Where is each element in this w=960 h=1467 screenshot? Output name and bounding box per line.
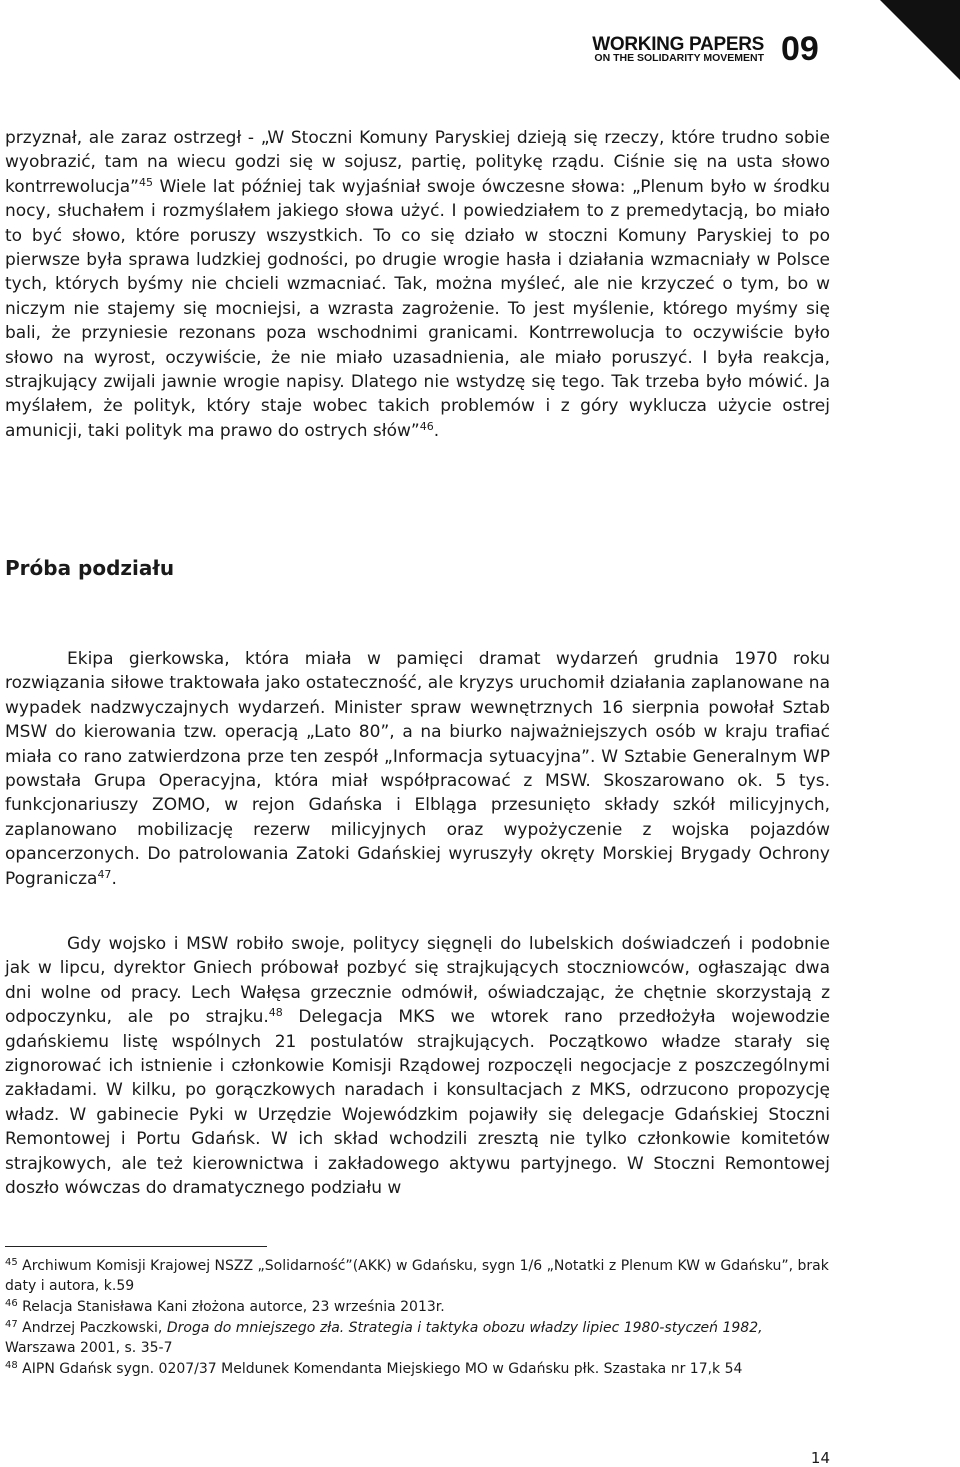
paragraph-preparations: Ekipa gierkowska, która miała w pamięci dramat wydarzeń grudnia 1970 roku rozwiązania siłowe traktowała jako ostateczność, ale kryzys uruchomił działania zaplanowane na wypadek nadzwyczajnych wydarzeń. Minister spraw wewnętrznych 16 sierpnia powołał Sztab MSW do kierowania tzw. operacją „Lato 80”, a na biurko najważniejszych osób w kraju trafiać miała co rano zatwierdzona prze ten zespół „Informacja sytuacyjna”. W Sztabie Generalnym WP powstała Grupa Operacyjna, która miał współpracować z MSW. Skoszarowano ok. 5 tys. funkcjonariuszy ZOMO, w rejon Gdańska i Elbląga przesunięto składy szkół milicyjnych, zaplanowano mobilizację rezerw milicyjnych oraz wypożyczenie z wojska pojazdów opancerzonych. Do patrolowania Zatoki Gdańskiej wyruszyły okręty Morskiej Brygady Ochrony Pogranicza$^{47}$. [5, 649, 830, 889]
footnote-45: $^{45}$ Archiwum Komisji Krajowej NSZZ „Solidarność”(AKK) w Gdańsku, sygn 1/6 „Notatki z Plenum KW w Gdańsku”, brak daty i autora, k.59 [5, 1257, 829, 1294]
footnote-46: $^{46}$ Relacja Stanisława Kani złożona autorce, 23 września 2013r. [5, 1298, 445, 1315]
series-title: WORKING PAPERS [592, 34, 764, 55]
footnote-ref-46[interactable]: 46 [419, 419, 434, 433]
paragraph-quote: przyznał, ale zaraz ostrzegł - „W Stoczni Komuny Paryskiej dzieją się rzeczy, które trudno sobie wyobrazić, tam na wiecu godzi się w sojusz, partię, politykę rządu. Ciśnie się na usta słowo kontrrewolucja”$^{45}$ Wiele lat później tak wyjaśniał swoje ówczesne słowa: „Plenum było w środku nocy, słuchałem i rozmyślałem jakiego słowa użyć. I powiedziałem to z premedytacją, bo miało to być słowo, które poruszy wszystkich. To co się działo w stoczni Komuny Paryskiej to po pierwsze była sprawa ludzkiej godności, po drugie wrogie hasła i działania wzmacniały w Polsce tych, których byśmy nie chcieli wzmacniać. Tak, można myśleć, ale nie krzyczeć o tym, bo w niczym nie stajemy się mocniejsi, a wzrasta zagrożenie. To jest myślenie, którego myśmy się bali, że przyniesie rezonans poza wschodnimi granicami. Kontrrewolucja to oczywiście było słowo na wyrost, oczywiście, że nie miało uzasadnienia, ale miało poruszyć. I była reakcja, strajkujący zwijali jawnie wrogie napisy. Dlatego nie wstydzę się tego. Tak trzeba było mówić. Ja myślałem, że polityk, który staje wobec takich problemów i z góry wyklucza użycie ostrej amunicji, taki polityk ma prawo do ostrych słów”$^{46}$. [5, 128, 830, 441]
footnotes-list [5, 1256, 830, 1380]
page-number: 14 [810, 1449, 830, 1467]
section-heading: Próba podziału [5, 556, 175, 580]
footnote-ref-48[interactable]: 48 [268, 1006, 283, 1020]
footnote-divider [5, 1246, 267, 1247]
footnote-48: $^{48}$ AIPN Gdańsk sygn. 0207/37 Meldunek Komendanta Miejskiego MO w Gdańsku płk. Szastaka nr 17,k 54 [5, 1360, 743, 1377]
paragraph-negotiations: Gdy wojsko i MSW robiło swoje, politycy sięgnęli do lubelskich doświadczeń i podobnie jak w lipcu, dyrektor Gniech próbował pozbyć się strajkujących stoczniowców, ogłaszając dwa dni wolne od pracy. Lech Wałęsa grzecznie odmówił, oświadczając, że chętnie skorzystają z odpoczynku, ale po strajku.$^{48}$ Delegacja MKS we wtorek rano przedłożyła wojewodzie gdańskiemu listę wspólnych 21 postulatów strajkujących. Początkowo władze starały się zignorować ich istnienie i członkowie Komisji Rządowej rozpoczęli negocjacje z poszczególnymi zakładami. W kilku, po gorączkowych naradach i konsultacjach z MKS, odrzucono propozycję władz. W gabinecie Pyki w Urzędzie Wojewódzkim pojawiły się delegacje Gdańskiej Stoczni Remontowej i Portu Gdańsk. W ich skład wchodzili zresztą nie tylko członkowie komitetów strajkowych, ale też kierownictwa i zakładowego aktywu partyjnego. W Stoczni Remontowej doszło wówczas do dramatycznego podziału w [5, 934, 830, 1199]
issue-number: 09 [781, 30, 819, 68]
corner-triangle-icon [880, 0, 960, 80]
footnote-47: $^{47}$ Andrzej Paczkowski, Droga do mniejszego zła. Strategia i taktyka obozu władzy lipiec 1980-styczeń 1982, Warszawa 2001, s. 35-7 [5, 1319, 763, 1356]
footnote-ref-47[interactable]: 47 [97, 867, 112, 881]
series-subtitle: ON THE SOLIDARITY MOVEMENT [594, 52, 764, 64]
footnote-ref-45[interactable]: 45 [138, 175, 153, 189]
